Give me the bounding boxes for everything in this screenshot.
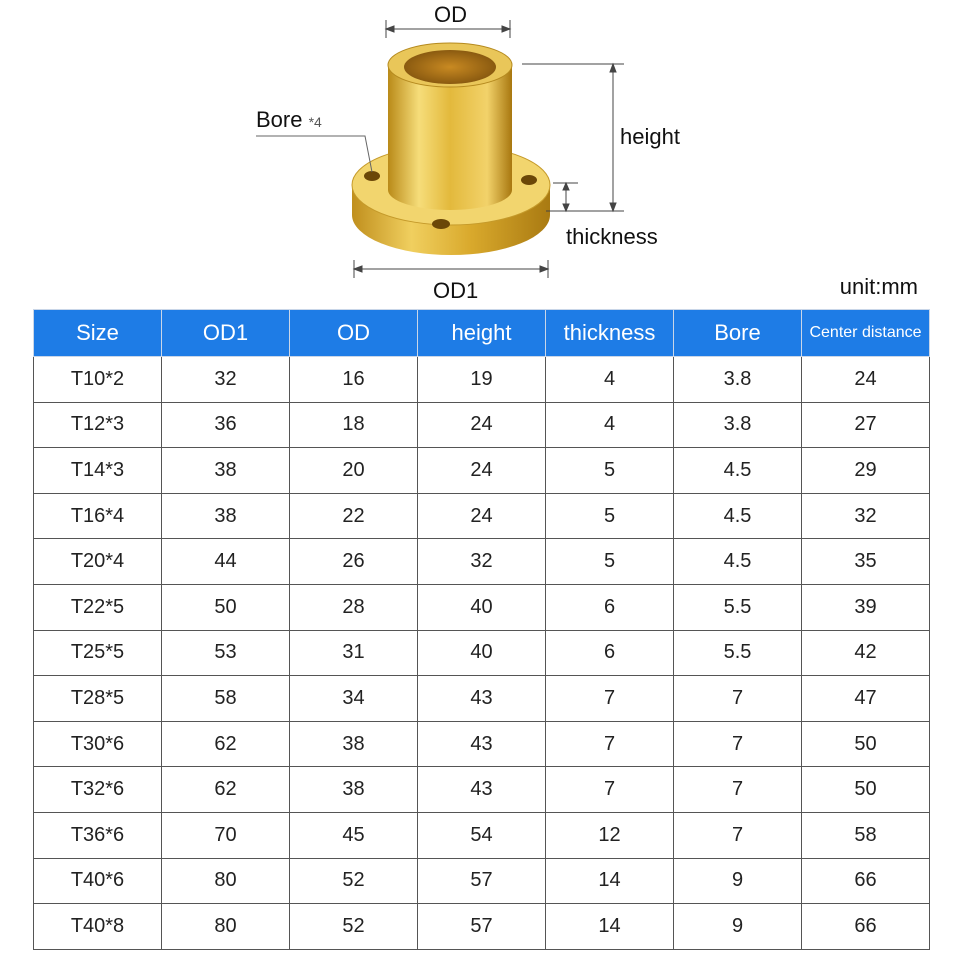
cell-bore: 9 — [674, 904, 802, 950]
cell-bore: 7 — [674, 676, 802, 722]
cell-height: 40 — [418, 584, 546, 630]
cell-center-distance: 32 — [802, 493, 930, 539]
bore-label — [256, 107, 322, 133]
cell-bore: 5.5 — [674, 630, 802, 676]
cell-thickness: 6 — [546, 584, 674, 630]
cell-size: T20*4 — [34, 539, 162, 585]
cell-thickness: 12 — [546, 812, 674, 858]
cell-thickness: 5 — [546, 493, 674, 539]
header-od: OD — [290, 310, 418, 357]
od1-dimension — [354, 260, 548, 278]
cell-od: 34 — [290, 676, 418, 722]
cell-od1: 62 — [162, 767, 290, 813]
cell-od1: 80 — [162, 904, 290, 950]
cell-size: T10*2 — [34, 357, 162, 403]
cell-od: 45 — [290, 812, 418, 858]
table-row — [34, 630, 930, 676]
header-od1: OD1 — [162, 310, 290, 357]
cell-center-distance: 50 — [802, 721, 930, 767]
cell-center-distance: 35 — [802, 539, 930, 585]
header-height: height — [418, 310, 546, 357]
cell-bore: 4.5 — [674, 493, 802, 539]
table-row — [34, 448, 930, 494]
cell-size: T22*5 — [34, 584, 162, 630]
cell-bore: 5.5 — [674, 584, 802, 630]
cell-bore: 7 — [674, 812, 802, 858]
cell-thickness: 7 — [546, 767, 674, 813]
table-body — [34, 357, 930, 950]
cell-height: 54 — [418, 812, 546, 858]
cell-height: 24 — [418, 493, 546, 539]
cell-center-distance: 29 — [802, 448, 930, 494]
cell-thickness: 14 — [546, 904, 674, 950]
flange-hole-right — [521, 175, 537, 185]
cell-height: 43 — [418, 721, 546, 767]
cell-od1: 80 — [162, 858, 290, 904]
cell-size: T14*3 — [34, 448, 162, 494]
cell-center-distance: 58 — [802, 812, 930, 858]
cell-size: T32*6 — [34, 767, 162, 813]
cell-height: 19 — [418, 357, 546, 403]
cell-bore: 3.8 — [674, 357, 802, 403]
cell-center-distance: 42 — [802, 630, 930, 676]
cell-height: 40 — [418, 630, 546, 676]
cell-od1: 50 — [162, 584, 290, 630]
table-row — [34, 858, 930, 904]
cell-bore: 4.5 — [674, 539, 802, 585]
cell-height: 32 — [418, 539, 546, 585]
cell-od1: 62 — [162, 721, 290, 767]
cell-size: T40*8 — [34, 904, 162, 950]
cell-height: 43 — [418, 767, 546, 813]
cell-od1: 32 — [162, 357, 290, 403]
cell-od1: 38 — [162, 448, 290, 494]
cell-size: T25*5 — [34, 630, 162, 676]
table-row — [34, 493, 930, 539]
cell-od: 31 — [290, 630, 418, 676]
bore-count: *4 — [308, 114, 322, 130]
cell-od: 22 — [290, 493, 418, 539]
flange-hole-front — [432, 219, 450, 229]
table-row — [34, 539, 930, 585]
cell-height: 24 — [418, 448, 546, 494]
cell-height: 57 — [418, 858, 546, 904]
cell-center-distance: 47 — [802, 676, 930, 722]
cell-od: 20 — [290, 448, 418, 494]
cell-size: T16*4 — [34, 493, 162, 539]
table-row — [34, 357, 930, 403]
cell-od1: 58 — [162, 676, 290, 722]
cell-size: T30*6 — [34, 721, 162, 767]
table-header-row — [34, 310, 930, 357]
header-thickness: thickness — [546, 310, 674, 357]
cell-center-distance: 50 — [802, 767, 930, 813]
cell-thickness: 6 — [546, 630, 674, 676]
bore-label-text: Bore — [256, 107, 303, 132]
bore-leader — [256, 136, 372, 172]
height-label: height — [620, 124, 680, 149]
cell-thickness: 4 — [546, 402, 674, 448]
cell-center-distance: 39 — [802, 584, 930, 630]
cell-center-distance: 27 — [802, 402, 930, 448]
cell-center-distance: 66 — [802, 858, 930, 904]
cell-thickness: 7 — [546, 676, 674, 722]
cell-od: 18 — [290, 402, 418, 448]
flange-hole-left — [364, 171, 380, 181]
od1-label: OD1 — [433, 278, 479, 303]
cell-height: 57 — [418, 904, 546, 950]
cell-od1: 44 — [162, 539, 290, 585]
cell-bore: 9 — [674, 858, 802, 904]
cell-thickness: 4 — [546, 357, 674, 403]
cell-bore: 7 — [674, 767, 802, 813]
cell-bore: 4.5 — [674, 448, 802, 494]
cell-thickness: 5 — [546, 448, 674, 494]
cell-od: 38 — [290, 767, 418, 813]
table-row — [34, 721, 930, 767]
table-row — [34, 584, 930, 630]
spec-table — [33, 309, 930, 950]
cell-size: T40*6 — [34, 858, 162, 904]
cell-size: T12*3 — [34, 402, 162, 448]
cell-size: T36*6 — [34, 812, 162, 858]
table-row — [34, 767, 930, 813]
cell-thickness: 7 — [546, 721, 674, 767]
cell-thickness: 5 — [546, 539, 674, 585]
od-label: OD — [434, 2, 467, 27]
cell-od: 26 — [290, 539, 418, 585]
header-size: Size — [34, 310, 162, 357]
cell-od: 52 — [290, 904, 418, 950]
cell-od1: 53 — [162, 630, 290, 676]
unit-label: unit:mm — [839, 274, 918, 299]
cell-height: 24 — [418, 402, 546, 448]
table-row — [34, 402, 930, 448]
cell-od: 28 — [290, 584, 418, 630]
cell-od: 52 — [290, 858, 418, 904]
product-figure — [0, 0, 960, 305]
cell-od: 38 — [290, 721, 418, 767]
table-row — [34, 904, 930, 950]
cell-od1: 70 — [162, 812, 290, 858]
cell-size: T28*5 — [34, 676, 162, 722]
cell-bore: 7 — [674, 721, 802, 767]
table-row — [34, 676, 930, 722]
thickness-label: thickness — [566, 224, 658, 249]
cell-od1: 38 — [162, 493, 290, 539]
cell-od1: 36 — [162, 402, 290, 448]
cell-center-distance: 66 — [802, 904, 930, 950]
cell-center-distance: 24 — [802, 357, 930, 403]
header-center-distance: Center distance — [802, 310, 930, 357]
cylinder-body — [388, 43, 512, 210]
thickness-dimension — [553, 183, 578, 211]
cell-height: 43 — [418, 676, 546, 722]
brass-flange-nut-illustration — [0, 0, 960, 305]
cell-bore: 3.8 — [674, 402, 802, 448]
table-row — [34, 812, 930, 858]
cell-od: 16 — [290, 357, 418, 403]
cell-thickness: 14 — [546, 858, 674, 904]
header-bore: Bore — [674, 310, 802, 357]
